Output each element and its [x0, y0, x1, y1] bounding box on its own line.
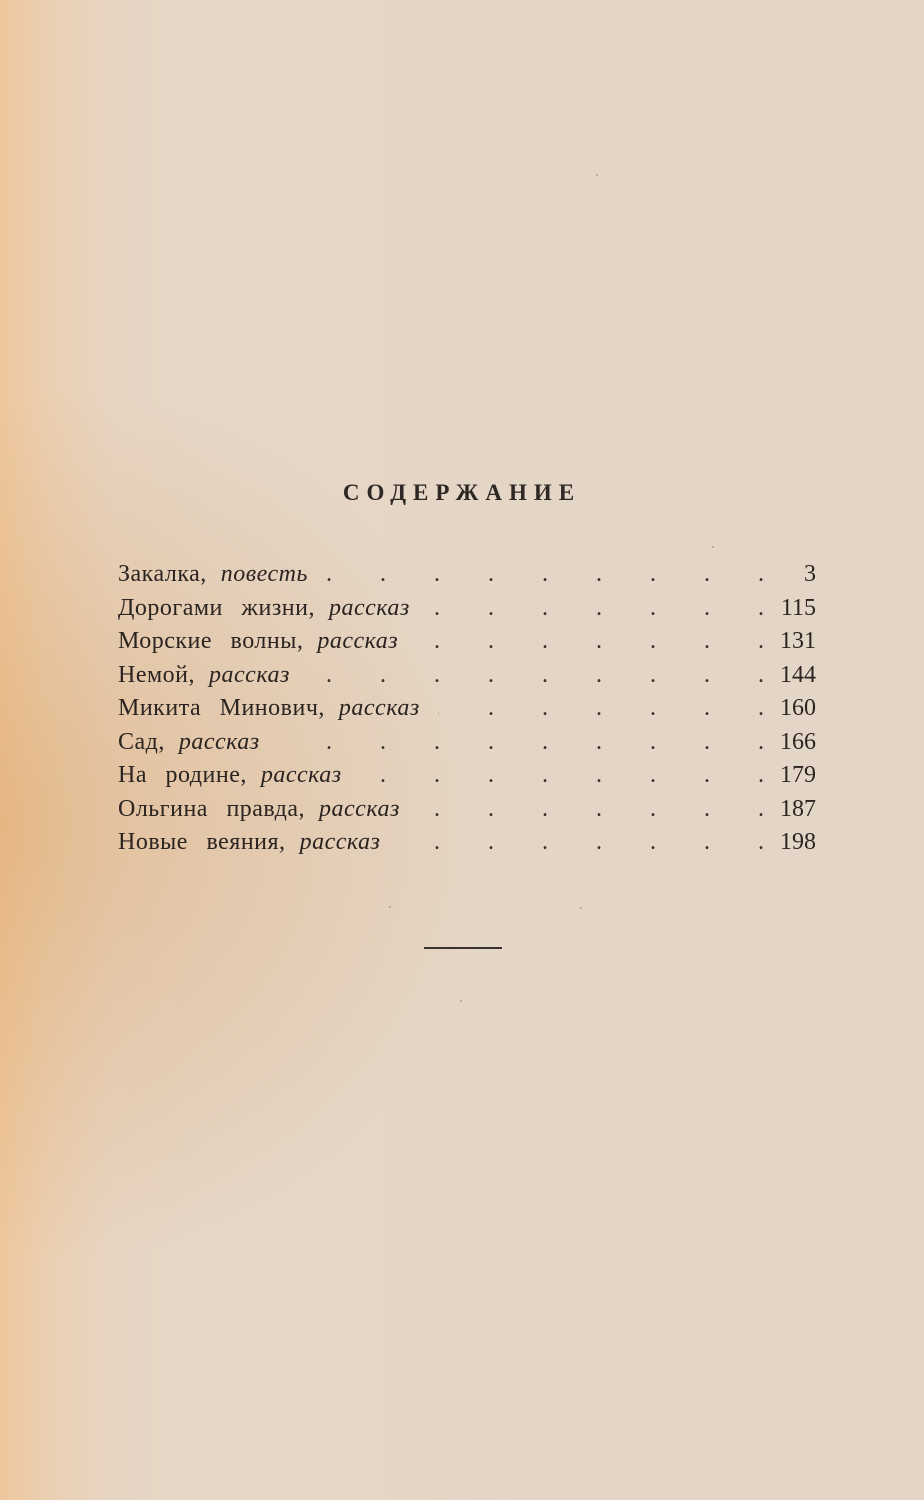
contents-heading: СОДЕРЖАНИЕ: [342, 480, 582, 505]
toc-entry-title: Новые веяния,: [118, 829, 286, 855]
toc-entry-page-number: 160: [780, 695, 816, 721]
dot-leader: [428, 592, 764, 626]
toc-entry-genre: рассказ: [260, 762, 342, 788]
toc-entry-page-number: 166: [780, 728, 816, 755]
toc-entry-title: Дорогами жизни,: [118, 594, 315, 621]
toc-entry-genre: рассказ: [317, 628, 399, 654]
toc-entry-page-number: 3: [804, 561, 816, 587]
toc-entry-genre: рассказ: [319, 795, 400, 822]
toc-entry-title: Закалка,: [118, 561, 207, 587]
toc-entry-title: На родине,: [118, 762, 247, 788]
toc-entry-genre: рассказ: [338, 695, 420, 721]
closing-rule-divider: [424, 947, 502, 949]
paper-speck: [460, 1000, 462, 1002]
toc-entry: [118, 558, 816, 592]
dot-leader: [398, 826, 764, 860]
toc-entry-genre: рассказ: [209, 661, 290, 688]
dot-leader: [326, 558, 764, 592]
toc-entry-genre: рассказ: [329, 594, 410, 621]
toc-entry: [118, 625, 816, 659]
paper-speck: [580, 907, 582, 909]
toc-entry-page-number: 131: [780, 628, 816, 654]
table-of-contents: [118, 558, 816, 860]
toc-entry: [118, 726, 816, 760]
dot-leader: [308, 659, 764, 693]
paper-speck: [596, 174, 598, 176]
toc-entry-genre: рассказ: [299, 829, 381, 855]
toc-entry-page-number: 115: [780, 594, 816, 621]
toc-entry-title: Сад,: [118, 728, 165, 755]
dot-leader: [360, 759, 764, 793]
toc-entry-title: Микита Минович,: [118, 695, 325, 721]
toc-entry: [118, 793, 816, 827]
toc-entry-page-number: 179: [780, 762, 816, 788]
paper-speck: [712, 546, 714, 548]
toc-entry-genre: рассказ: [178, 728, 260, 755]
toc-entry-title: Немой,: [118, 661, 196, 688]
toc-entry-page-number: 144: [780, 661, 816, 688]
toc-entry-title: Ольгина правда,: [118, 795, 306, 822]
toc-entry: [118, 759, 816, 793]
toc-entry: [118, 692, 816, 726]
toc-entry: [118, 592, 816, 626]
toc-entry: [118, 826, 816, 860]
toc-entry-genre: повесть: [220, 561, 308, 587]
paper-speck: [389, 906, 391, 908]
toc-entry-page-number: 198: [780, 829, 816, 855]
toc-entry-title: Морские волны,: [118, 628, 304, 654]
dot-leader: [416, 625, 764, 659]
toc-entry-page-number: 187: [780, 795, 816, 822]
dot-leader: [438, 692, 764, 726]
dot-leader: [278, 726, 764, 760]
dot-leader: [418, 793, 764, 827]
toc-entry: [118, 659, 816, 693]
